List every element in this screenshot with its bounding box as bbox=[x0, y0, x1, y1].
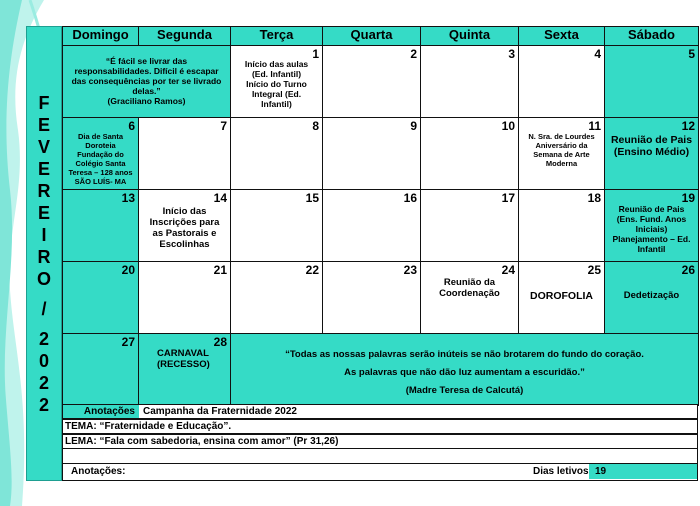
text-line: “Todas as nossas palavras serão inúteis se não brotarem do fundo do coração. bbox=[285, 349, 644, 360]
anotacoes-label: Anotações bbox=[63, 405, 139, 418]
day-number: 20 bbox=[121, 263, 135, 277]
day-cell-6[interactable] bbox=[63, 118, 139, 190]
day-cell-14[interactable] bbox=[139, 190, 231, 262]
quote-top bbox=[63, 46, 230, 106]
day-number: 9 bbox=[410, 119, 417, 133]
day-cell-17[interactable] bbox=[421, 190, 519, 262]
day-cell-13[interactable] bbox=[63, 190, 139, 262]
event-26: Dedetização bbox=[623, 290, 680, 301]
title-letter bbox=[41, 290, 46, 298]
text-line: (RECESSO) bbox=[157, 359, 210, 370]
weekday-tuesday: Terça bbox=[231, 27, 323, 46]
text-line: SÃO LUÍS- MA bbox=[74, 177, 127, 186]
day-cell-11[interactable] bbox=[519, 118, 605, 190]
day-number: 7 bbox=[220, 119, 227, 133]
title-letter bbox=[41, 320, 46, 328]
text-line: Inscrições para bbox=[149, 217, 220, 228]
tema-row bbox=[62, 419, 698, 434]
text-line: Início do Turno bbox=[246, 79, 307, 89]
quote-cell bbox=[63, 46, 231, 118]
day-number: 17 bbox=[501, 191, 515, 205]
day-number: 4 bbox=[594, 47, 601, 61]
title-letter: 2 bbox=[38, 328, 49, 349]
text-line: N. Sra. de Lourdes bbox=[528, 132, 595, 141]
event-25: DOROFOLIA bbox=[530, 290, 593, 302]
day-cell-16[interactable] bbox=[323, 190, 421, 262]
day-cell-2[interactable] bbox=[323, 46, 421, 118]
text-line: Reunião da bbox=[443, 277, 496, 288]
event-1 bbox=[231, 46, 322, 109]
month-title bbox=[26, 26, 62, 481]
day-number: 8 bbox=[312, 119, 319, 133]
day-number: 11 bbox=[588, 119, 601, 133]
text-line: Integral (Ed. bbox=[251, 89, 302, 99]
tema-text: TEMA: “Fraternidade e Educação”. bbox=[65, 421, 232, 432]
day-cell-15[interactable] bbox=[231, 190, 323, 262]
title-letter: R bbox=[37, 180, 51, 201]
day-cell-20[interactable] bbox=[63, 262, 139, 334]
quote-line: delas.” bbox=[132, 86, 161, 96]
day-cell-12[interactable] bbox=[605, 118, 699, 190]
day-number: 2 bbox=[410, 47, 417, 61]
day-cell-3[interactable] bbox=[421, 46, 519, 118]
day-number: 1 bbox=[312, 47, 319, 61]
notes-row[interactable] bbox=[62, 464, 698, 481]
text-line: CARNAVAL bbox=[157, 348, 209, 359]
title-letter: 2 bbox=[38, 372, 49, 393]
day-cell-19[interactable] bbox=[605, 190, 699, 262]
day-number: 13 bbox=[121, 191, 135, 205]
day-cell-24[interactable] bbox=[421, 262, 519, 334]
day-number: 16 bbox=[403, 191, 417, 205]
day-number: 5 bbox=[688, 47, 695, 61]
weekday-wednesday: Quarta bbox=[323, 27, 421, 46]
quote-line: das consequências por ter se livrado bbox=[71, 76, 222, 86]
day-cell-1[interactable] bbox=[231, 46, 323, 118]
quote-bottom bbox=[231, 334, 698, 400]
day-number: 25 bbox=[587, 263, 601, 277]
quote-line: (Graciliano Ramos) bbox=[107, 96, 186, 106]
day-number: 3 bbox=[508, 47, 515, 61]
title-letter: E bbox=[37, 114, 50, 135]
lema-text: LEMA: “Fala com sabedoria, ensina com amor” (Pr 31,26) bbox=[65, 436, 339, 447]
campanha-text: Campanha da Fraternidade 2022 bbox=[143, 406, 297, 417]
day-cell-9[interactable] bbox=[323, 118, 421, 190]
day-number: 18 bbox=[587, 191, 601, 205]
day-cell-23[interactable] bbox=[323, 262, 421, 334]
day-number: 27 bbox=[121, 335, 135, 349]
day-number: 22 bbox=[305, 263, 319, 277]
text-line: (Ens. Fund. Anos bbox=[616, 214, 687, 224]
text-line: Semana de Arte bbox=[533, 150, 590, 159]
event-6 bbox=[63, 118, 138, 186]
title-letter: E bbox=[37, 202, 50, 223]
text-line: Coordenação bbox=[439, 288, 500, 299]
title-letter: V bbox=[37, 136, 50, 157]
day-cell-21[interactable] bbox=[139, 262, 231, 334]
day-cell-26[interactable] bbox=[605, 262, 699, 334]
text-line: Infantil) bbox=[261, 99, 292, 109]
day-cell-25[interactable] bbox=[519, 262, 605, 334]
day-cell-18[interactable] bbox=[519, 190, 605, 262]
text-line: (Madre Teresa de Calcutá) bbox=[405, 385, 524, 396]
title-letter: O bbox=[36, 268, 51, 289]
day-number: 24 bbox=[501, 263, 515, 277]
weekday-sunday: Domingo bbox=[63, 27, 139, 46]
day-number: 14 bbox=[213, 191, 227, 205]
day-cell-27[interactable] bbox=[63, 334, 139, 406]
day-number: 15 bbox=[305, 191, 319, 205]
day-cell-8[interactable] bbox=[231, 118, 323, 190]
title-letter: E bbox=[37, 158, 50, 179]
text-line: Reunião de Pais bbox=[618, 204, 685, 214]
day-number: 21 bbox=[213, 263, 227, 277]
text-line: Infantil bbox=[637, 244, 666, 254]
text-line: Moderna bbox=[545, 159, 578, 168]
day-number: 26 bbox=[681, 263, 695, 277]
text-line: Dia de Santa bbox=[77, 132, 123, 141]
campaign-row bbox=[62, 404, 698, 419]
weekday-thursday: Quinta bbox=[421, 27, 519, 46]
lema-row bbox=[62, 434, 698, 449]
text-line: Doroteia bbox=[85, 141, 116, 150]
text-line: Iniciais) bbox=[635, 224, 668, 234]
day-number: 6 bbox=[128, 119, 135, 133]
quote-line: “É fácil se livrar das bbox=[105, 56, 188, 66]
text-line: As palavras que não dão luz aumentam a escuridão.” bbox=[344, 367, 585, 378]
day-cell-4[interactable] bbox=[519, 46, 605, 118]
weekday-monday: Segunda bbox=[139, 27, 231, 46]
blank-row bbox=[62, 449, 698, 464]
title-letter: I bbox=[41, 224, 47, 245]
title-letter: / bbox=[41, 298, 47, 319]
day-number: 28 bbox=[213, 335, 227, 349]
text-line: Fundação do bbox=[77, 150, 124, 159]
dias-letivos-label: Dias letivos bbox=[533, 466, 589, 477]
title-letter: 0 bbox=[38, 350, 49, 371]
anotacoes2-label: Anotações: bbox=[71, 466, 126, 477]
day-number: 10 bbox=[501, 119, 515, 133]
text-line: Reunião de Pais bbox=[610, 134, 693, 146]
quote-bottom-cell bbox=[231, 334, 699, 406]
text-line: Início das aulas bbox=[244, 59, 309, 69]
text-line: Colégio Santa bbox=[75, 159, 126, 168]
dias-letivos-value: 19 bbox=[589, 464, 697, 479]
text-line: (Ed. Infantil) bbox=[251, 69, 302, 79]
day-cell-7[interactable] bbox=[139, 118, 231, 190]
quote-line: responsabilidades. Difícil é escapar bbox=[74, 66, 219, 76]
day-cell-10[interactable] bbox=[421, 118, 519, 190]
day-number: 23 bbox=[403, 263, 417, 277]
text-line: Teresa – 128 anos bbox=[68, 168, 133, 177]
day-number: 12 bbox=[681, 119, 695, 133]
text-line: Aniversário da bbox=[535, 141, 588, 150]
title-letter: R bbox=[37, 246, 51, 267]
text-line: as Pastorais e bbox=[152, 228, 217, 239]
day-cell-5[interactable] bbox=[605, 46, 699, 118]
title-letter: 2 bbox=[38, 394, 49, 415]
weekday-saturday: Sábado bbox=[605, 27, 699, 46]
calendar-grid bbox=[62, 26, 698, 406]
text-line: Planejamento – Ed. bbox=[612, 234, 691, 244]
day-cell-22[interactable] bbox=[231, 262, 323, 334]
weekday-friday: Sexta bbox=[519, 27, 605, 46]
day-cell-28[interactable] bbox=[139, 334, 231, 406]
text-line: (Ensino Médio) bbox=[613, 146, 690, 158]
title-letter: F bbox=[38, 92, 50, 113]
text-line: Escolinhas bbox=[159, 239, 210, 250]
text-line: Início das bbox=[162, 206, 207, 217]
day-number: 19 bbox=[681, 191, 695, 205]
